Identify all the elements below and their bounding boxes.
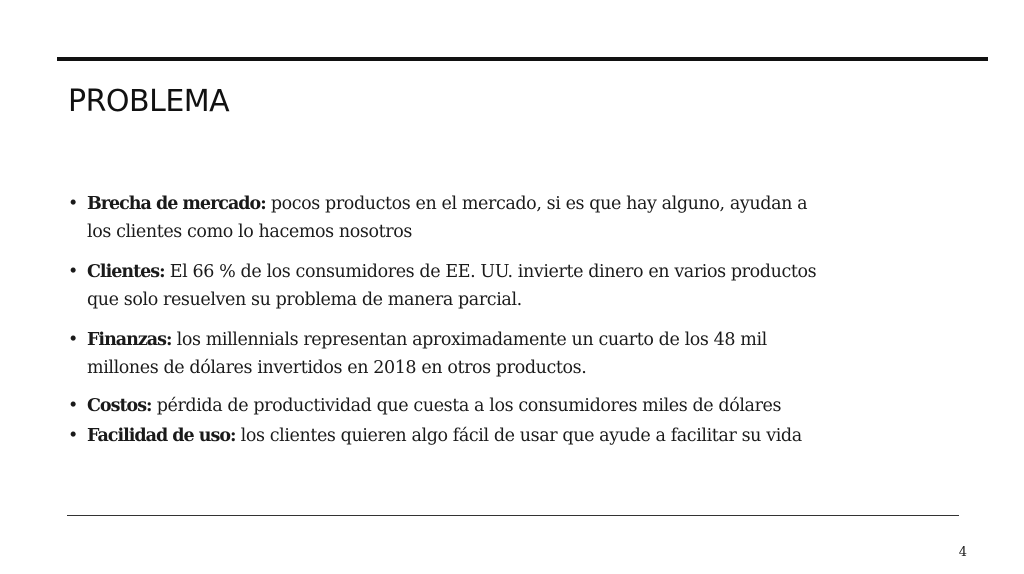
bullet-text: los clientes quieren algo fácil de usar que ayude a facilitar su vida [235, 426, 802, 446]
bullet-icon: • [68, 426, 78, 446]
bullet-icon: • [68, 330, 78, 350]
bullet-item-customers [68, 258, 828, 314]
bullet-term: Facilidad de uso: [87, 426, 236, 446]
bullet-term: Clientes: [87, 262, 165, 282]
bullet-item-ease-of-use [68, 422, 828, 450]
bullet-item-finances [68, 326, 828, 382]
slide-title: PROBLEMA [68, 84, 230, 119]
bullet-term: Costos: [87, 396, 152, 416]
bullet-item-costs [68, 392, 828, 420]
bullet-text: los millennials representan aproximadamente un cuarto de los 48 mil millones de dólares invertidos en 2018 en otros productos. [87, 330, 767, 378]
bullet-text: pocos productos en el mercado, si es que hay alguno, ayudan a los clientes como lo hacemos nosotros [87, 194, 808, 242]
page-number: 4 [958, 545, 967, 560]
bottom-divider [67, 515, 959, 516]
bullet-icon: • [68, 262, 78, 282]
top-divider [57, 57, 988, 61]
bullet-list [68, 190, 828, 462]
bullet-text: pérdida de productividad que cuesta a los consumidores miles de dólares [151, 396, 782, 416]
bullet-term: Finanzas: [87, 330, 172, 350]
bullet-icon: • [68, 194, 78, 214]
bullet-icon: • [68, 396, 78, 416]
bullet-text: El 66 % de los consumidores de EE. UU. invierte dinero en varios productos que solo resuelven su problema de manera parcial. [87, 262, 817, 310]
bullet-term: Brecha de mercado: [87, 194, 266, 214]
bullet-item-market-gap [68, 190, 828, 246]
